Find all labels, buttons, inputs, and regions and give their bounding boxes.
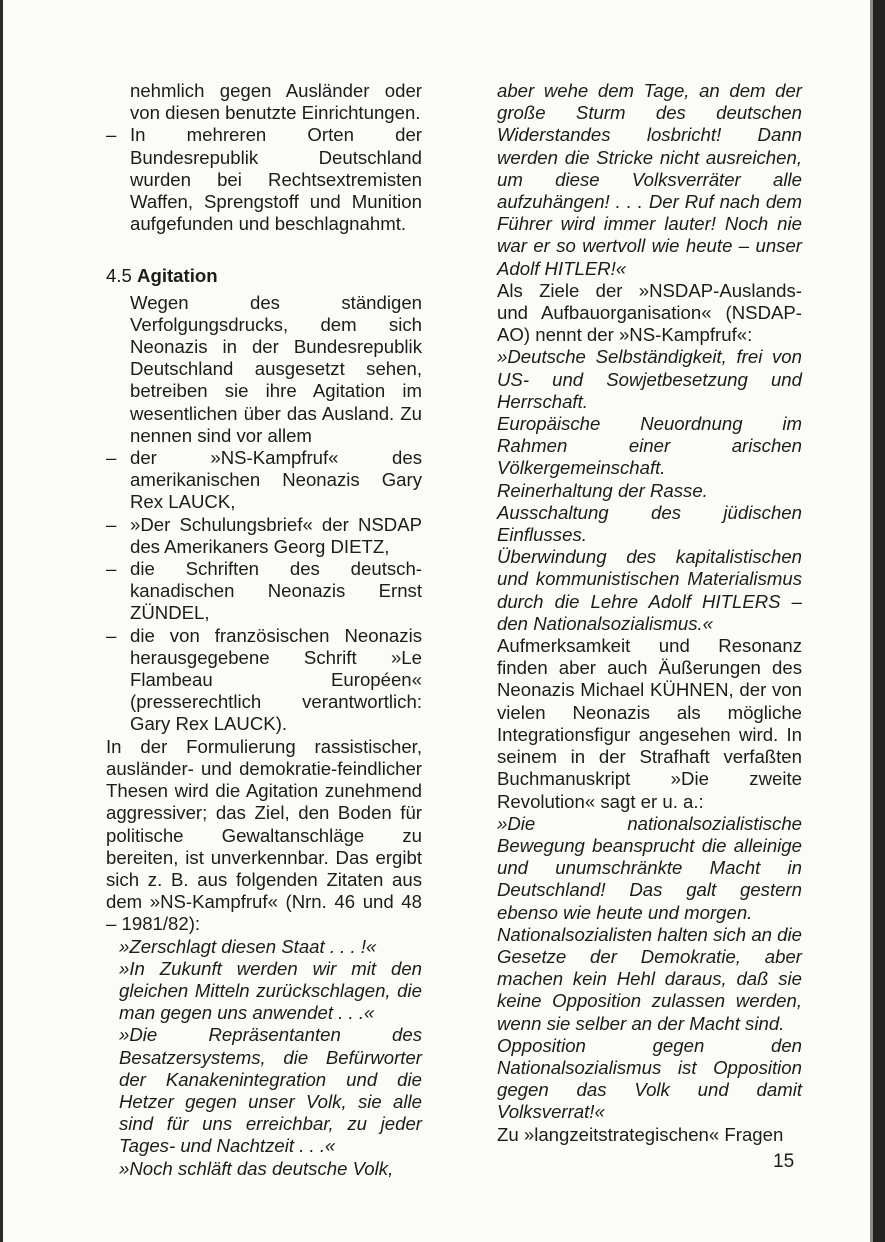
- body-paragraph: Aufmerksamkeit und Resonanz finden aber auch Äußerungen des Neonazis Michael KÜHNEN, der von vielen Neonazis als mögliche Integrationsfigur angesehen wird. In seinem in der Strafhaft verfaßten Buchmanuskript »Die zweite Revolution« sagt er u. a.:: [497, 635, 802, 812]
- quote-continuation: aber wehe dem Tage, an dem der große Sturm des deutschen Widerstandes losbricht! Dann werden die Stricke nicht ausreichen, um diese Volksverräter alle aufzuhängen! . . . Der Ruf nach dem Führer wird immer lauter! Noch nie war er so wertvoll wie heute – unser Adolf HITLER!«: [497, 80, 802, 279]
- section-intro: Wegen des ständigen Verfolgungsdrucks, dem sich Neonazis in der Bundesrepublik Deutschland ausgesetzt sehen, betreiben sie ihre Agitation im wesentlichen über das Ausland. Zu nennen sind vor allem: [130, 291, 422, 446]
- list-item: – die von französischen Neonazis herausgegebene Schrift »Le Flambeau Européen« (presserechtlich verantwortlich: Gary Rex LAUCK).: [106, 624, 422, 735]
- body-paragraph: In der Formulierung rassistischer, ausländer- und demokratie-feindlicher Thesen wird die Agitation zunehmend aggressiver; das Ziel, den Boden für politische Gewaltanschläge zu bereiten, ist unverkennbar. Das ergibt sich z. B. aus folgenden Zitaten aus dem »NS-Kampfruf« (Nrn. 46 und 48 – 1981/82):: [106, 735, 422, 935]
- quote: »In Zukunft werden wir mit den gleichen Mitteln zurückschlagen, die man gegen uns anwendet . . .«: [119, 957, 422, 1024]
- quote: Opposition gegen den Nationalsozialismus ist Opposition gegen das Volk und damit Volksverrat!«: [497, 1034, 802, 1123]
- page-number: 15: [773, 1151, 795, 1172]
- right-column: [497, 80, 802, 1146]
- quote: Europäische Neuordnung im Rahmen einer arischen Völkergemeinschaft.: [497, 413, 802, 479]
- page-edge-right: [873, 0, 885, 1242]
- list-item: – der »NS-Kampfruf« des amerikanischen Neonazis Gary Rex LAUCK,: [106, 447, 422, 513]
- goals-intro: Als Ziele der »NSDAP-Auslands- und Aufbauorganisation« (NSDAP-AO) nennt der »NS-Kampfruf«:: [497, 279, 802, 346]
- quote: »Noch schläft das deutsche Volk,: [119, 1157, 394, 1179]
- quote: »Deutsche Selbständigkeit, frei von US- und Sowjetbesetzung und Herrschaft.: [497, 346, 802, 412]
- closing-line: Zu »langzeitstrategischen« Fragen: [497, 1123, 784, 1145]
- quote: »Die Repräsentanten des Besatzersystems, die Befürworter der Kanakenintegration und die Hetzer gegen unser Volk, sie alle sind für uns erreichbar, zu jeder Tages- und Nachtzeit . . .«: [119, 1024, 422, 1157]
- page-edge-left: [0, 0, 3, 1242]
- section-heading: [106, 265, 422, 287]
- continuation-text: nehmlich gegen Ausländer oder von diesen benutzte Einrichtungen.: [130, 80, 422, 124]
- quote: Überwindung des kapitalistischen und kommunistischen Materialismus durch die Lehre Adolf HITLERS – den Nationalsozialismus.«: [497, 546, 802, 634]
- left-column: [106, 80, 422, 1180]
- quote: Reinerhaltung der Rasse.: [497, 479, 708, 501]
- section-title: Agitation: [137, 265, 218, 287]
- quote: »Die nationalsozialistische Bewegung beansprucht die alleinige und unumschränkte Macht in Deutschland! Das galt gestern ebenso wie heute und morgen.: [497, 812, 802, 923]
- list-item: – In mehreren Orten der Bundesrepublik Deutschland wurden bei Rechtsextremisten Waffen, Sprengstoff und Munition aufgefunden und beschlagnahmt.: [106, 124, 422, 235]
- quote: Nationalsozialisten halten sich an die Gesetze der Demokratie, aber machen kein Hehl daraus, daß sie keine Opposition zulassen werden, wenn sie selber an der Macht sind.: [497, 923, 802, 1034]
- list-item: – »Der Schulungsbrief« der NSDAP des Amerikaners Georg DIETZ,: [106, 513, 422, 557]
- quote: »Zerschlagt diesen Staat . . . !«: [119, 935, 377, 957]
- list-item: – die Schriften des deutsch-kanadischen Neonazis Ernst ZÜNDEL,: [106, 558, 422, 624]
- section-number: 4.5: [106, 265, 132, 287]
- quote: Ausschaltung des jüdischen Einflusses.: [497, 501, 802, 546]
